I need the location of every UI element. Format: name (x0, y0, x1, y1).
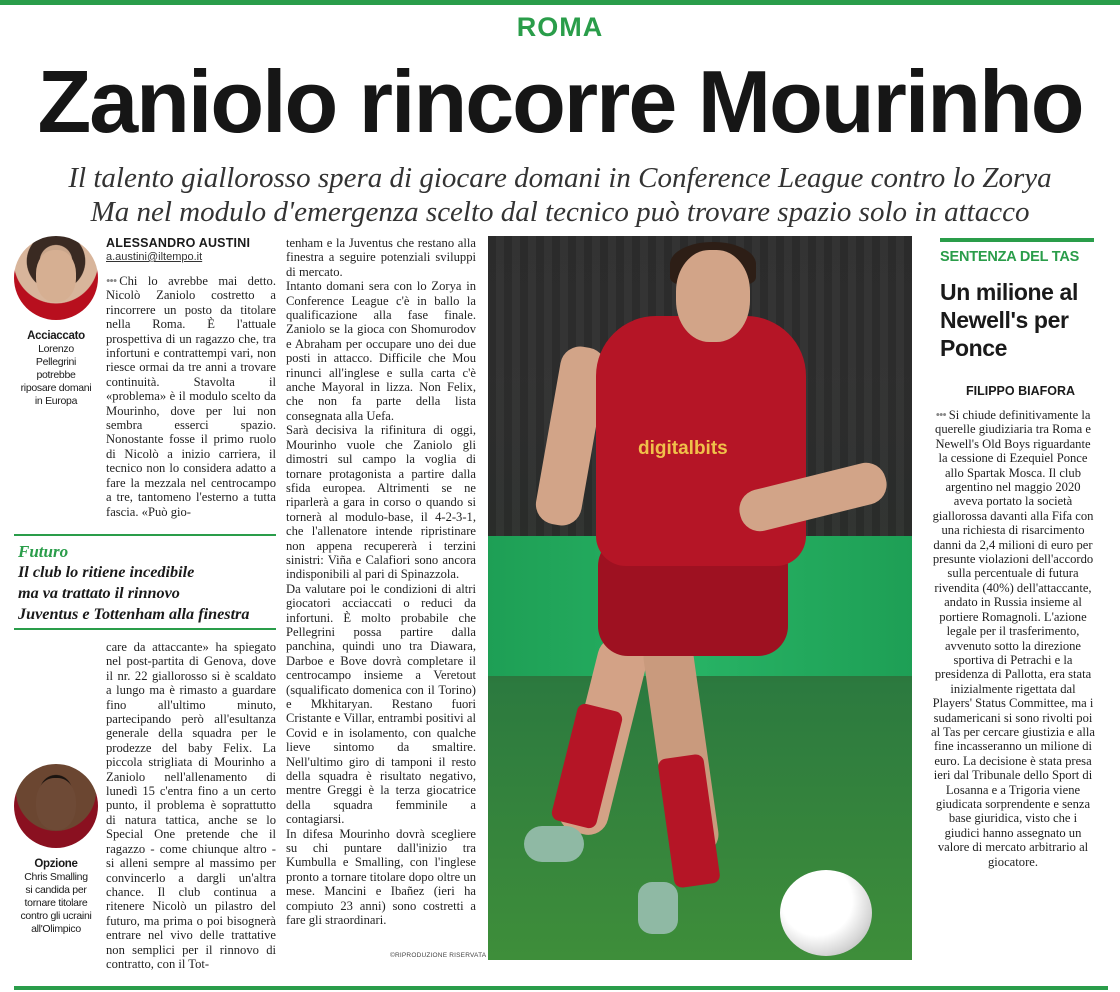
article-col1-bottom (106, 640, 276, 971)
paragraph: Sarà decisiva la rifinitura di oggi, Mourinho vuole che Zaniolo gli dimostri sul campo la voglia di tornare protagonista a partire dalla sfida europea. Altrimenti se ne riparlerà a gara in corso o quando si tornerà al modulo-base, il 4-2-3-1, che l'allenatore intende ripristinare non appena recupererà i terzini sinistri: Viña e Calafiori sono ancora indisponibili al pari di Spinazzola. (286, 423, 476, 582)
subheadline-1: Il talento giallorosso spera di giocare domani in Conference League contro lo Zorya (68, 162, 1052, 194)
sidebar-tag: SENTENZA DEL TAS (940, 249, 1080, 265)
headline: Zaniolo rincorre Mourinho (37, 52, 1083, 151)
byline-email[interactable]: a.austini@iltempo.it (106, 251, 203, 263)
sidebar-body (930, 408, 1096, 869)
top-rule (0, 0, 1120, 5)
sidebar-rule (940, 238, 1094, 242)
section-title: ROMA (516, 12, 604, 42)
future-line-3: Juventus e Tottenham alla finestra (18, 605, 250, 623)
sidebar-author: FILIPPO BIAFORA (966, 384, 1076, 398)
future-label: Futuro (18, 542, 69, 561)
paragraph: In difesa Mourinho dovrà scegliere su chi puntare dall'inizio tra Kumbulla e Smalling, con l'inglese pronto a tornare titolare dopo oltre un mese. Mancini e Ibañez (ieri ha compiuto 23 anni) sono costretti a fare gli straordinari. (286, 826, 476, 928)
paragraph: Da valutare poi le condizioni di altri giocatori acciaccati o reduci da infortuni. È molto probabile che Pellegrini possa partire dalla panchina, quindi uno tra Diawara, Darboe e Bove dovrà completare il centrocampo insieme a Veretout (squalificato domenica con il Torino) e Mkhitaryan. Restano fuori Cristante e Villar, entrambi positivi al Covid e in isolamento, con qualche lieve sintomo da smaltire. Nell'ultimo giro di tamponi il resto della squadra è risultato negativo, mentre Greggi è la terza giocatrice della squadra femminile a contagiarsi. (286, 581, 476, 827)
future-line-1: Il club lo ritiene incedibile (18, 563, 195, 581)
bullet-marks: ••• (106, 274, 117, 288)
caption-text: Lorenzo Pellegrini potrebbe riposare domani in Europa (20, 343, 92, 407)
future-box (14, 534, 276, 630)
caption-text: Chris Smalling si candida per tornare titolare contro gli ucraini all'Olimpico (20, 871, 92, 935)
bullet-marks: ••• (935, 408, 946, 422)
caption-title: Opzione (34, 858, 78, 870)
jersey-sponsor: digitalbits (638, 438, 728, 459)
sidebar-title: Un milione al Newell's per Ponce (940, 279, 1078, 361)
subheadline-2: Ma nel modulo d'emergenza scelto dal tecnico può trovare spazio solo in attacco (90, 196, 1030, 228)
zaniolo-photo (488, 236, 912, 960)
byline-author: ALESSANDRO AUSTINI (106, 236, 251, 250)
paragraph: tenham e la Juventus che restano alla finestra a seguire potenziali sviluppi di mercato. (286, 236, 476, 279)
football-icon (780, 870, 872, 956)
future-line-2: ma va trattato il rinnovo (18, 584, 180, 602)
pellegrini-photo (14, 236, 98, 320)
article-col1-top (106, 274, 276, 519)
article-col2 (286, 236, 476, 928)
copyright-notice: ©RIPRODUZIONE RISERVATA (390, 952, 487, 959)
article-text: care da attaccante» ha spiegato nel post-partita di Genova, dove il nr. 22 giallorosso si è scaldato a lungo ma è rimasto a guardare fino all'ultimo minuto, partecipando però all'esultanza generale della squadra per le prodezze del baby Felix. La piccola strigliata di Mourinho a Zaniolo nell'allenamento di lunedì 15 c'entra fino a un certo punto, il problema è soprattutto di natura tattica, anche se lo Special One pretende che il ragazzo - come chiunque altro - si alleni sempre al massimo per convincerlo a dargli un'altra chance. Il club continua a ritenere Nicolò un pilastro del futuro, ma prima o poi bisognerà entrare nel vivo delle trattative non semplici per il rinnovo di contratto, con il Tot- (106, 640, 276, 971)
sidebar-text: Si chiude definitivamente la querelle giudiziaria tra Roma e Newell's Old Boys riguardante la cessione di Ezequiel Ponce allo Spartak Mosca. Il club argentino nel maggio 2020 aveva portato la società giallorossa davanti alla Fifa con una richiesta di risarcimento danni da 2,4 milioni di euro per presunte violazioni dell'accordo sulla percentuale di futura rivendita (40%) dell'attaccante, andato in Russia insieme al portiere Romagnoli. L'azione legale per il trasferimento, avvenuto sotto la direzione sportiva di Petrachi e la presidenza di Pallotta, era stata inizialmente rigettata dal Players' Status Committee, ma i sudamericani si sono rivolti poi al Tas per cercare giustizia e alla fine incasseranno un milione di euro. La decisione è stata presa ieri dal Tribunale dello Sport di Losanna e a Trigoria viene giudicata sorprendente e senza base giuridica, visto che i giudici hanno assegnato un valore di mercato arbitrario al giocatore. (931, 408, 1095, 869)
bottom-rule (14, 986, 1108, 990)
article-text: Chi lo avrebbe mai detto. Nicolò Zaniolo costretto a rincorrere un posto da titolare nella Roma. È l'attuale prospettiva di un ragazzo che, tra infortuni e contrattempi vari, non riesce ormai da tre anni a trovare continuità. Stavolta il «problema» è il modulo scelto da Mourinho, dove per lui non sembra esserci spazio. Nonostante fosse il primo ruolo di Nicolò a inizio carriera, il tecnico non lo considera adatto a fare la mezzala nel centrocampo a tre, tantomeno l'esterno a tutta fascia. «Può gio- (106, 274, 276, 519)
caption-title: Acciaccato (27, 330, 85, 342)
caption-smalling (20, 858, 92, 936)
smalling-photo (14, 764, 98, 848)
caption-pellegrini (20, 330, 92, 408)
paragraph: Intanto domani sera con lo Zorya in Conference League c'è in ballo la qualificazione alla fase finale. Zaniolo se la gioca con Shomurodov e Abraham per occupare uno dei due posti in attacco. Difficile che Mou rinunci all'inglese e sulla carta c'è anche Mayoral in lizza. Non Felix, che non fa parte della lista consegnata alla Uefa. (286, 279, 476, 423)
